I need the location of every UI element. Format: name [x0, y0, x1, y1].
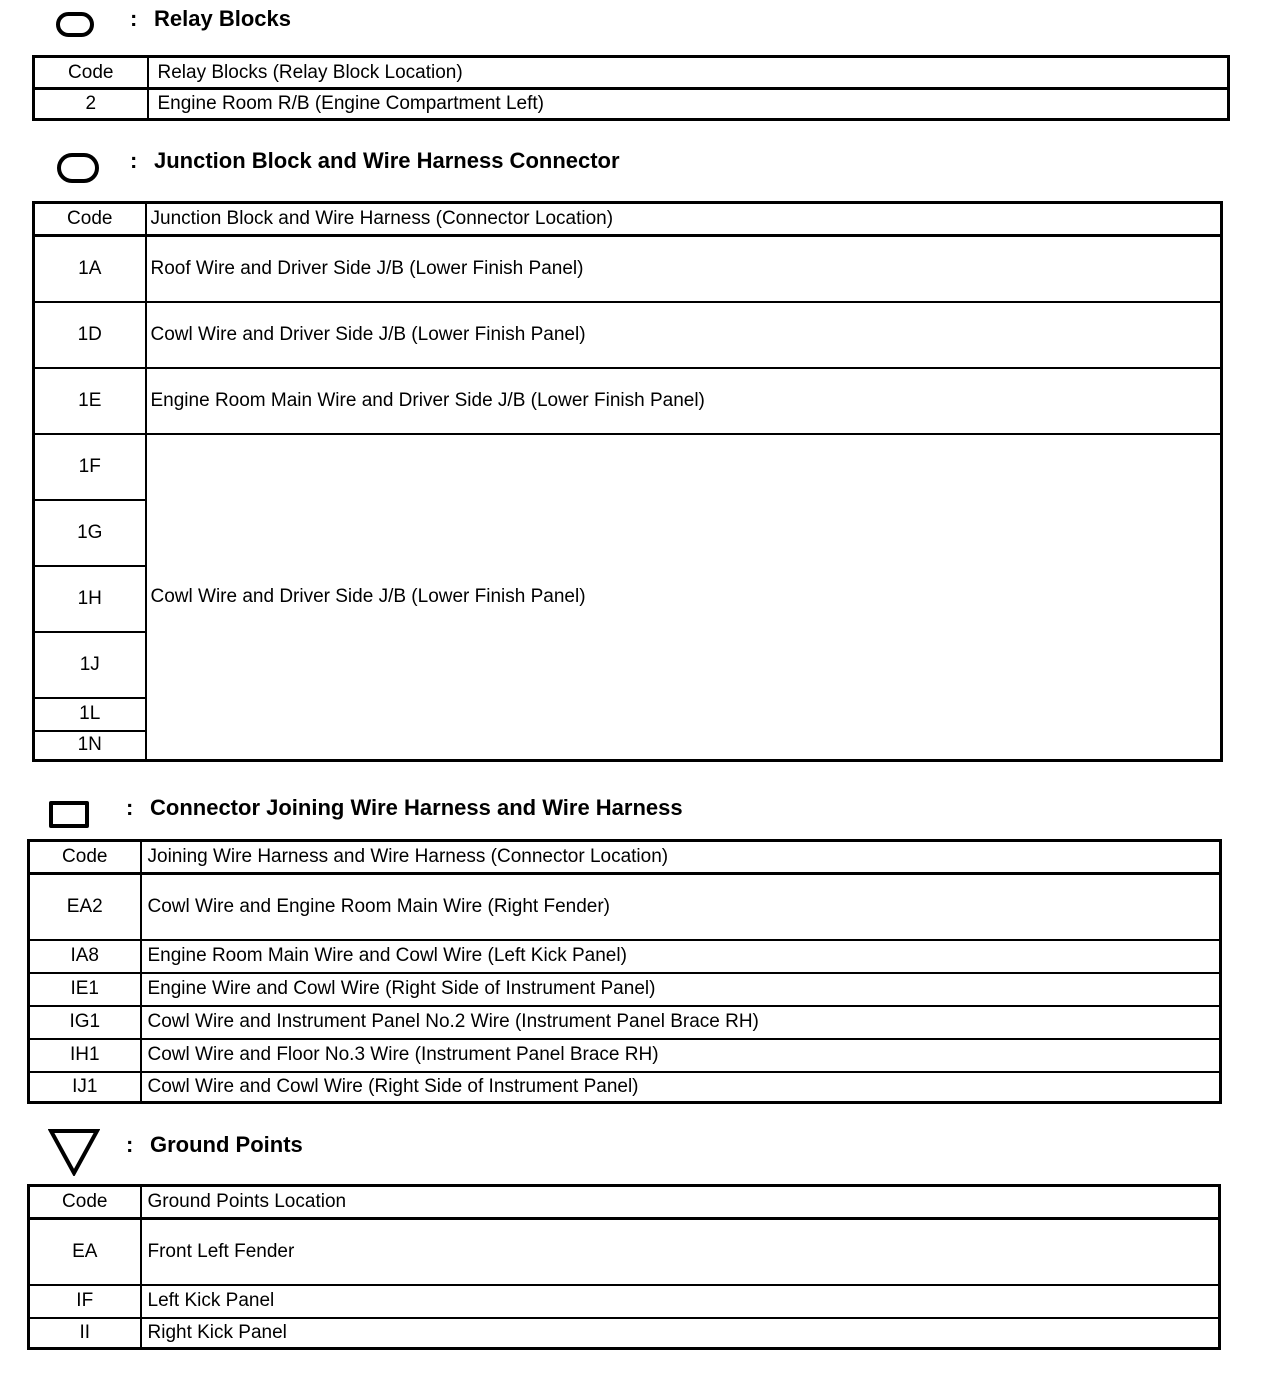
merged-row-location: Cowl Wire and Driver Side J/B (Lower Finish Panel) [146, 434, 1222, 761]
relay-blocks-colon: : [130, 6, 138, 31]
table-row [34, 89, 1229, 120]
table-header-row [29, 1186, 1220, 1219]
row-location: Cowl Wire and Floor No.3 Wire (Instrument Panel Brace RH) [141, 1039, 1221, 1072]
table-row [34, 368, 1222, 434]
row-location: Left Kick Panel [141, 1285, 1220, 1318]
row-code: 2 [34, 89, 148, 120]
table-row [29, 1006, 1221, 1039]
row-code: IF [29, 1285, 141, 1318]
row-code: IA8 [29, 940, 141, 973]
row-code: 1H [34, 566, 146, 632]
junction-block-heading [0, 148, 1264, 182]
ground-points-table [27, 1184, 1221, 1350]
row-location: Engine Wire and Cowl Wire (Right Side of Instrument Panel) [141, 973, 1221, 1006]
row-location: Cowl Wire and Engine Room Main Wire (Right Fender) [141, 874, 1221, 940]
table-header-row [34, 203, 1222, 236]
table-row [29, 1219, 1220, 1285]
row-code: EA [29, 1219, 141, 1285]
row-code: IE1 [29, 973, 141, 1006]
row-location: Cowl Wire and Driver Side J/B (Lower Finish Panel) [146, 302, 1222, 368]
junction-block-title: Junction Block and Wire Harness Connector [154, 148, 620, 173]
table-header-row [34, 57, 1229, 89]
row-code: IJ1 [29, 1072, 141, 1103]
table-row [34, 302, 1222, 368]
relay-blocks-title: Relay Blocks [154, 6, 291, 31]
row-code: IG1 [29, 1006, 141, 1039]
row-code: 1L [34, 698, 146, 731]
location-header: Ground Points Location [141, 1186, 1220, 1219]
row-code: 1F [34, 434, 146, 500]
row-location: Right Kick Panel [141, 1318, 1220, 1349]
row-code: 1A [34, 236, 146, 302]
table-row [29, 874, 1221, 940]
ground-points-title: Ground Points [150, 1132, 303, 1157]
row-location: Engine Room Main Wire and Driver Side J/B (Lower Finish Panel) [146, 368, 1222, 434]
table-row [29, 1318, 1220, 1349]
table-row [29, 940, 1221, 973]
table-row [29, 1039, 1221, 1072]
connector-heading [0, 795, 1264, 829]
ground-points-colon: : [126, 1132, 134, 1157]
connector-table [27, 839, 1222, 1104]
row-code: 1G [34, 500, 146, 566]
row-code: 1D [34, 302, 146, 368]
row-location: Cowl Wire and Cowl Wire (Right Side of Instrument Panel) [141, 1072, 1221, 1103]
row-code: 1N [34, 731, 146, 761]
relay-blocks-heading [0, 6, 1264, 40]
row-location: Roof Wire and Driver Side J/B (Lower Finish Panel) [146, 236, 1222, 302]
row-code: IH1 [29, 1039, 141, 1072]
table-header-row [29, 841, 1221, 874]
code-header: Code [34, 203, 146, 236]
table-row [34, 434, 1222, 500]
junction-block-colon: : [130, 148, 138, 173]
relay-blocks-table [32, 55, 1230, 121]
location-header: Junction Block and Wire Harness (Connector Location) [146, 203, 1222, 236]
connector-title: Connector Joining Wire Harness and Wire Harness [150, 795, 683, 820]
code-header: Code [29, 1186, 141, 1219]
code-header: Code [34, 57, 148, 89]
row-location: Engine Room Main Wire and Cowl Wire (Left Kick Panel) [141, 940, 1221, 973]
row-location: Cowl Wire and Instrument Panel No.2 Wire (Instrument Panel Brace RH) [141, 1006, 1221, 1039]
table-row [29, 1285, 1220, 1318]
row-code: 1E [34, 368, 146, 434]
row-location: Engine Room R/B (Engine Compartment Left) [148, 89, 1229, 120]
row-location: Front Left Fender [141, 1219, 1220, 1285]
table-row [29, 1072, 1221, 1103]
table-row [29, 973, 1221, 1006]
location-header: Joining Wire Harness and Wire Harness (Connector Location) [141, 841, 1221, 874]
location-header: Relay Blocks (Relay Block Location) [148, 57, 1229, 89]
row-code: EA2 [29, 874, 141, 940]
code-header: Code [29, 841, 141, 874]
junction-block-table [32, 201, 1223, 762]
row-code: II [29, 1318, 141, 1349]
row-code: 1J [34, 632, 146, 698]
ground-points-heading [0, 1132, 1264, 1166]
table-row [34, 236, 1222, 302]
connector-colon: : [126, 795, 134, 820]
